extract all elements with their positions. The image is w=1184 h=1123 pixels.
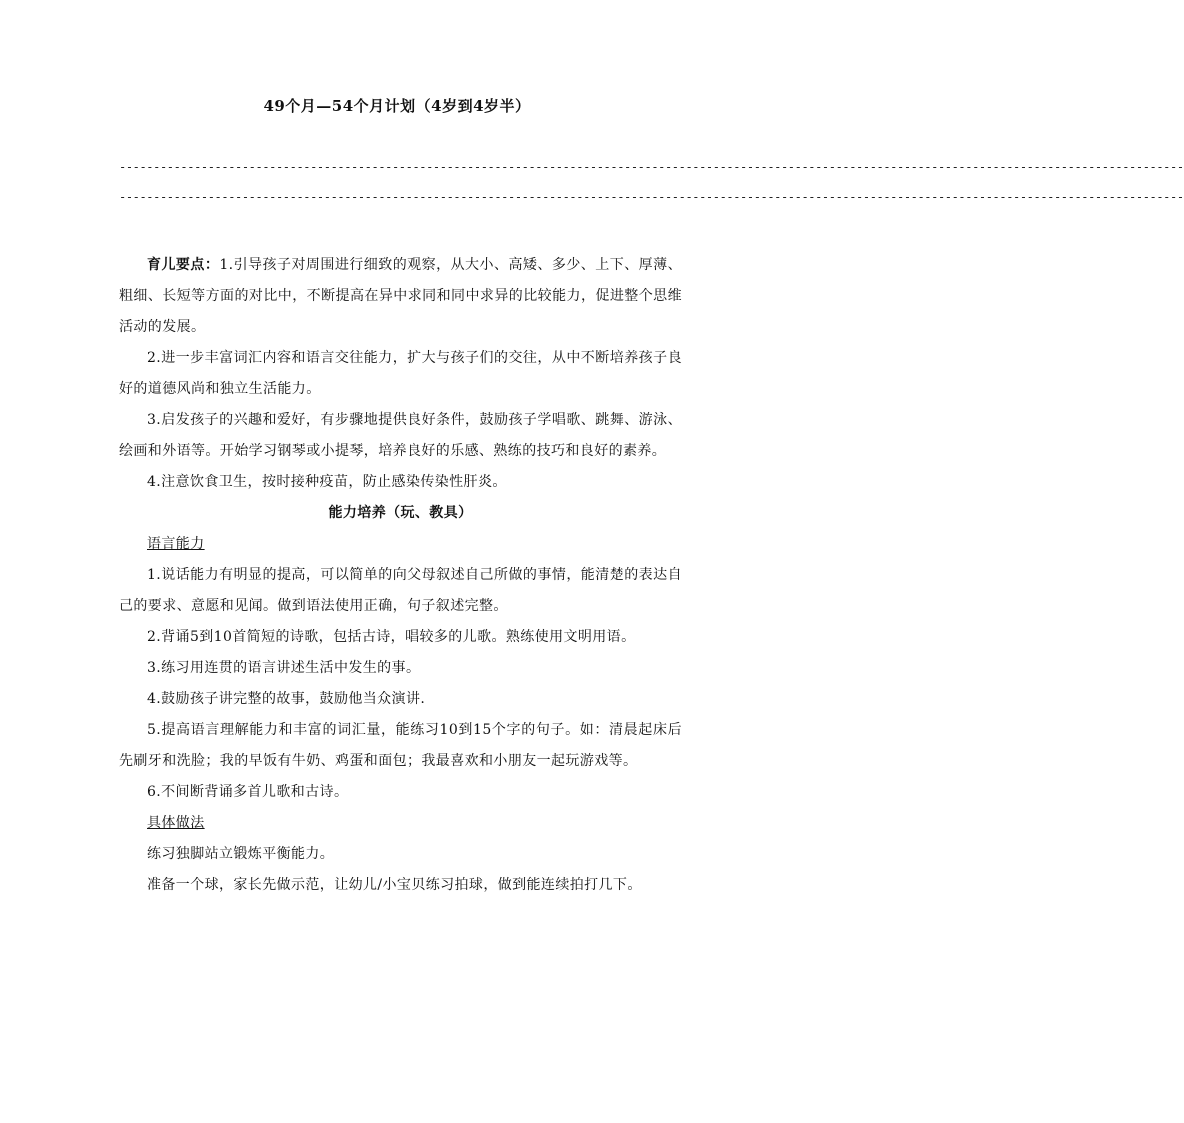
intro-point-2: 2.进一步丰富词汇内容和语言交往能力，扩大与孩子们的交往，从中不断培养孩子良好的道德风尚和独立生活能力。 [119, 350, 682, 397]
language-item-4: 4.鼓励孩子讲完整的故事，鼓励他当众演讲. [147, 691, 426, 707]
document-body [119, 250, 682, 901]
dashed-divider-1: ------------------------------------------------------------------------------------------------------------------------------------------------------------ [119, 160, 1184, 174]
section-heading: 能力培养（玩、教具） [328, 505, 473, 521]
language-item-2: 2.背诵5到10首简短的诗歌，包括古诗，唱较多的儿歌。熟练使用文明用语。 [147, 629, 636, 645]
language-heading: 语言能力 [147, 536, 205, 552]
intro-point-4: 4.注意饮食卫生，按时接种疫苗，防止感染传染性肝炎。 [147, 474, 507, 490]
dashed-divider-2: ------------------------------------------------------------------------------------------------------------------------------------------------------------ [119, 190, 1184, 204]
language-item-1: 1.说话能力有明显的提高，可以简单的向父母叙述自己所做的事情，能清楚的表达自己的要求、意愿和见闻。做到语法使用正确，句子叙述完整。 [119, 567, 682, 614]
intro-point-3: 3.启发孩子的兴趣和爱好，有步骤地提供良好条件，鼓励孩子学唱歌、跳舞、游泳、绘画和外语等。开始学习钢琴或小提琴，培养良好的乐感、熟练的技巧和良好的素养。 [119, 412, 682, 459]
intro-lead-label: 育儿要点： [147, 257, 220, 273]
language-item-5: 5.提高语言理解能力和丰富的词汇量，能练习10到15个字的句子。如：清晨起床后先刷牙和洗脸；我的早饭有牛奶、鸡蛋和面包；我最喜欢和小朋友一起玩游戏等。 [119, 722, 682, 769]
language-item-6: 6.不间断背诵多首儿歌和古诗。 [147, 784, 349, 800]
method-item-1: 练习独脚站立锻炼平衡能力。 [147, 846, 335, 862]
method-item-2: 准备一个球，家长先做示范，让幼儿/小宝贝练习拍球，做到能连续拍打几下。 [147, 877, 642, 893]
intro-point-1: 1.引导孩子对周围进行细致的观察，从大小、高矮、多少、上下、厚薄、粗细、长短等方面的对比中，不断提高在异中求同和同中求异的比较能力，促进整个思维活动的发展。 [119, 257, 682, 335]
intro-paragraph-1 [119, 250, 682, 343]
language-item-3: 3.练习用连贯的语言讲述生活中发生的事。 [147, 660, 421, 676]
method-heading: 具体做法 [147, 815, 205, 831]
document-title: 49个月—54个月计划（4岁到4岁半） [263, 97, 531, 115]
